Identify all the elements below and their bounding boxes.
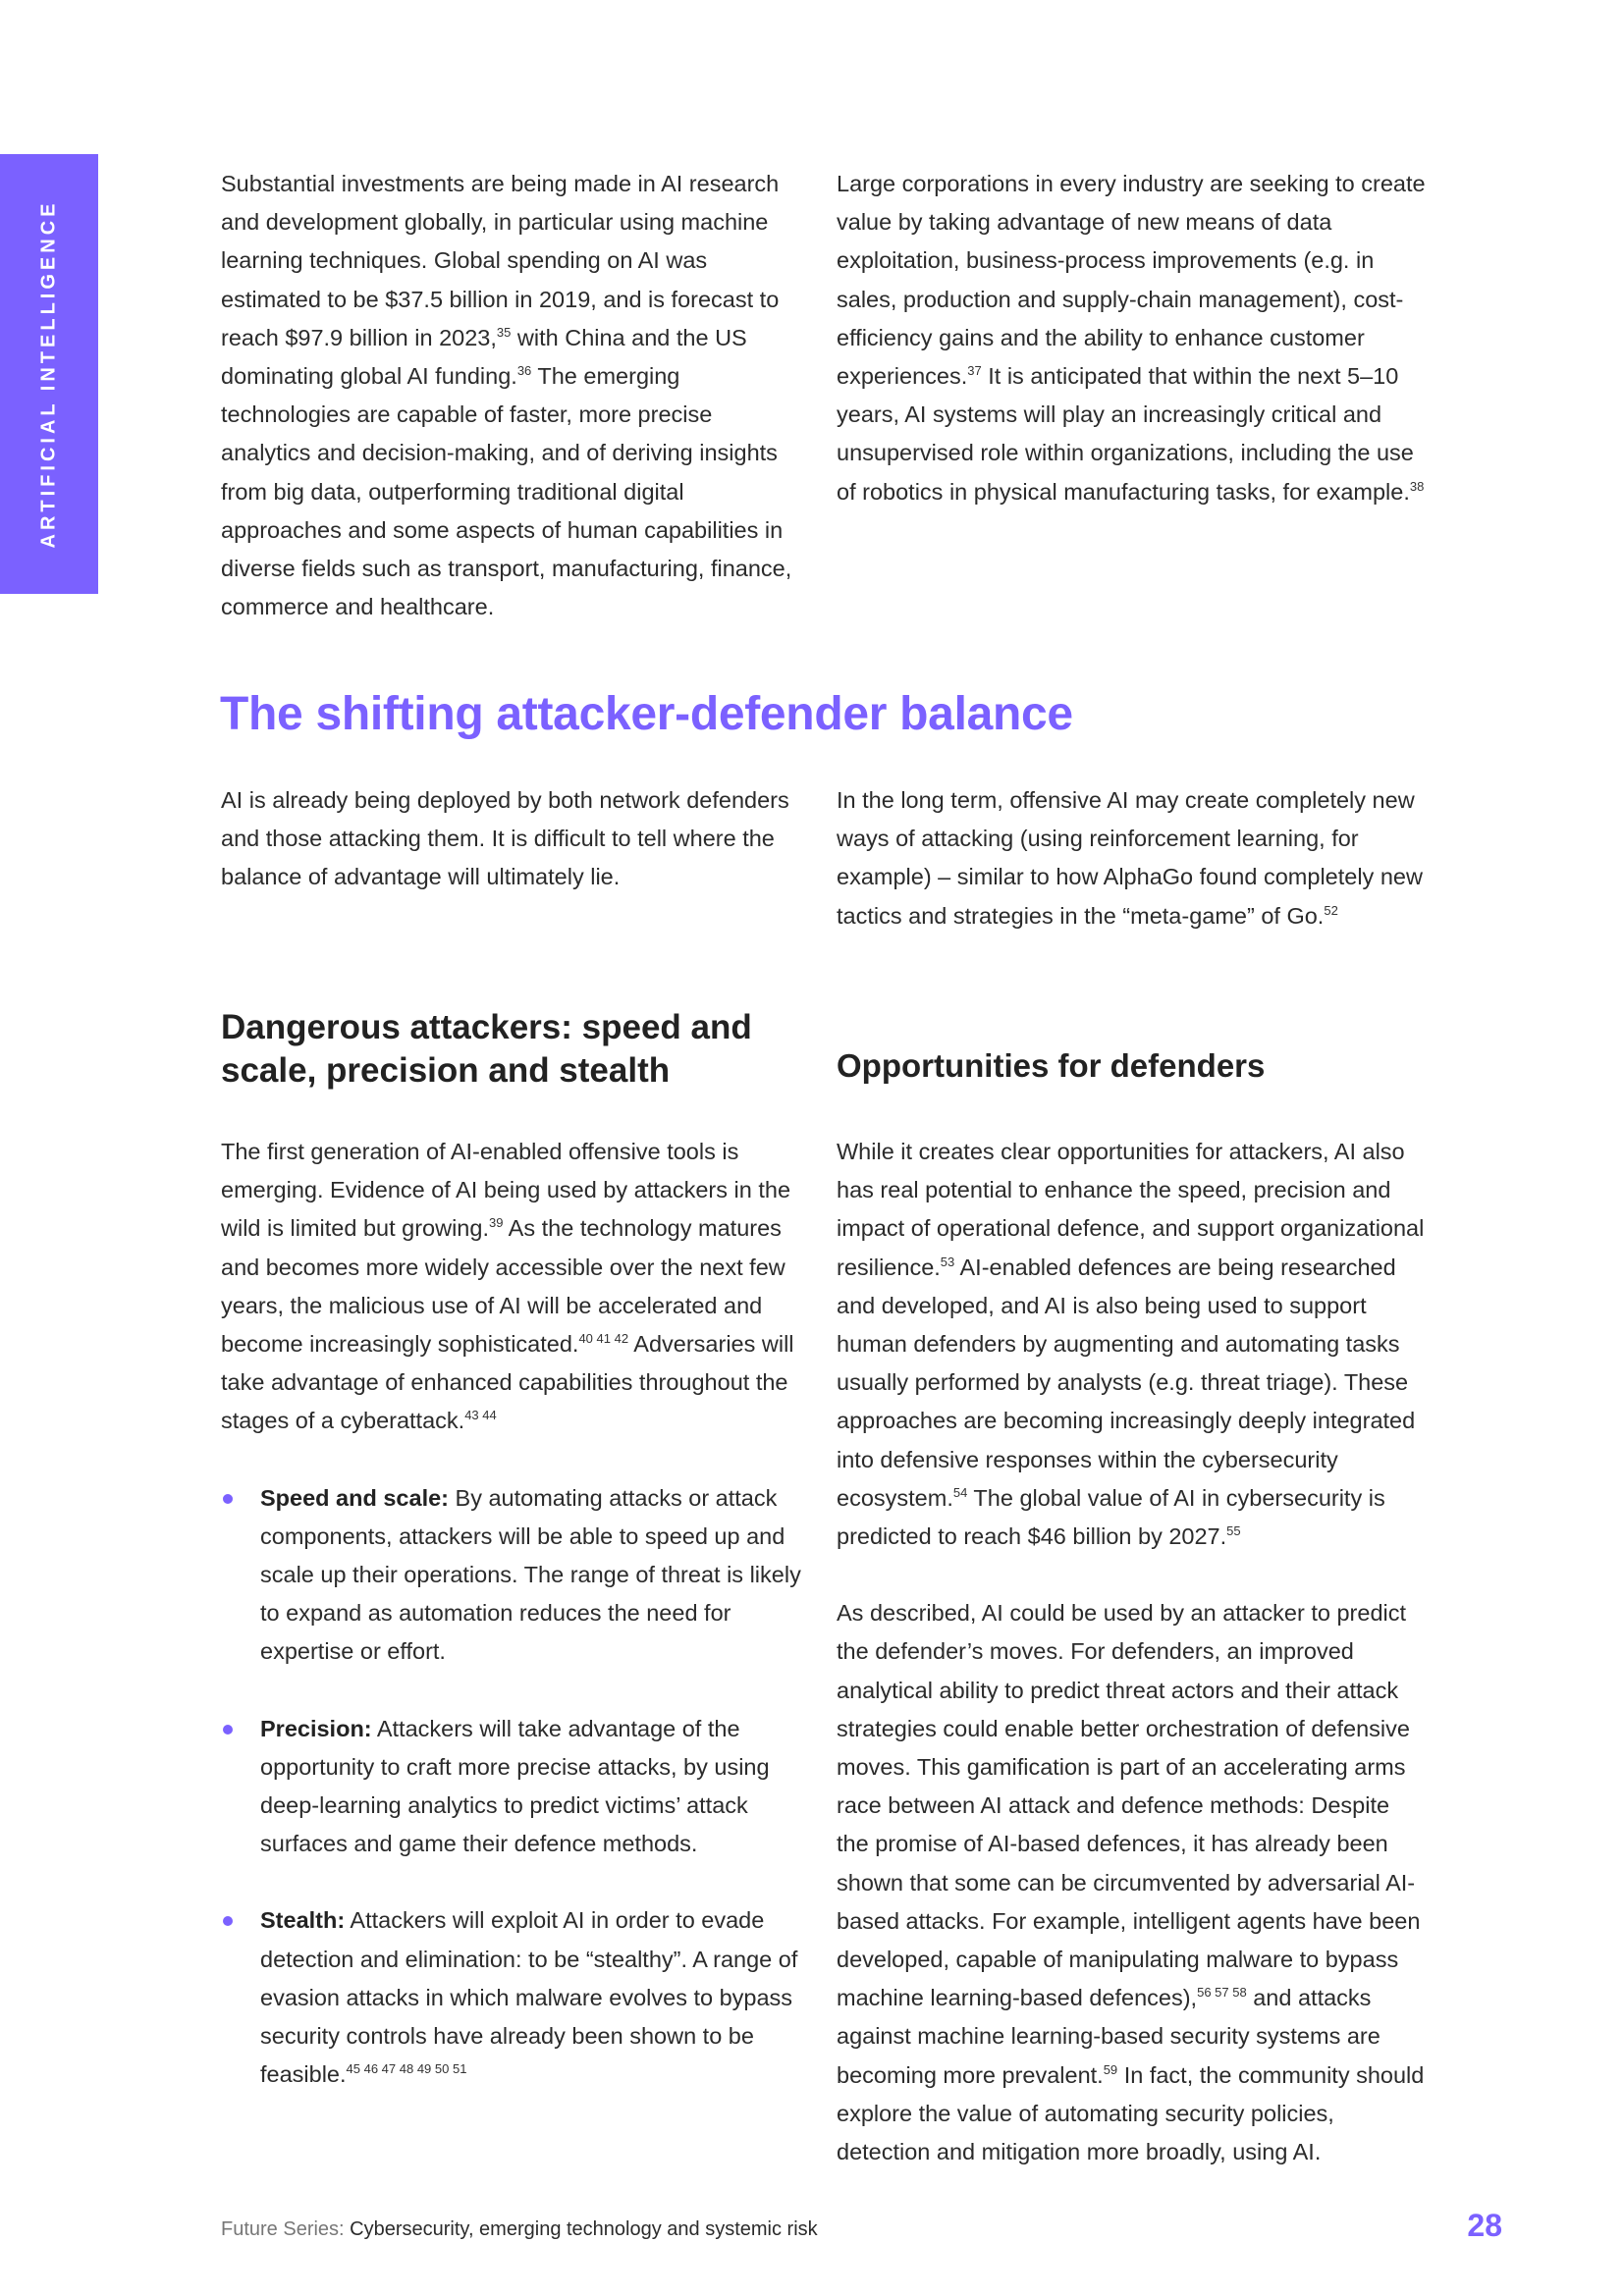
footer-series: Future Series:: [221, 2218, 351, 2240]
text-run: and attacks against machine learning-based security systems are becoming more prevalent.: [837, 1985, 1380, 2088]
page-number: 28: [1467, 2208, 1502, 2243]
side-tab: [0, 154, 98, 594]
footer: [221, 2218, 818, 2241]
text-run: Large corporations in every industry are seeking to create value by taking advantage of new means of data exploitation, business-process improvements (e.g. in sales, production and supply-chain management), cost-efficiency gains and the ability to enhance customer experiences.: [837, 171, 1426, 390]
bullet-dot: [223, 1494, 233, 1504]
text-run: The first generation of AI-enabled offensive tools is emerging. Evidence of AI being used by attackers in the wild is limited but growing.: [221, 1139, 791, 1242]
intro-left-column: [221, 165, 808, 626]
text-run: The global value of AI in cybersecurity is predicted to reach $46 billion by 2027.: [837, 1484, 1385, 1550]
attackers-paragraph: [221, 1133, 808, 1441]
footnote-ref: 56 57 58: [1197, 1985, 1247, 2001]
footnote-ref: 39: [488, 1215, 504, 1231]
text-run: AI-enabled defences are being researched and developed, and AI is also being used to support human defenders by augmenting and automating tasks usually performed by analysts (e.g. threat triage). These approaches are becoming increasingly deeply integrated into defensive responses within the cybersecurity ecosystem.: [837, 1254, 1416, 1511]
footnote-ref: 35: [496, 324, 512, 340]
footnote-ref: 59: [1103, 2061, 1118, 2077]
footnote-ref: 38: [1409, 478, 1425, 494]
defenders-heading: Opportunities for defenders: [837, 1047, 1266, 1084]
section-intro-right-paragraph: [837, 781, 1426, 935]
footer-title: Cybersecurity, emerging technology and systemic risk: [350, 2218, 818, 2240]
bullet-precision: [221, 1710, 808, 1864]
section-intro-right: [837, 781, 1426, 935]
intro-right-column: [837, 165, 1426, 511]
attackers-heading: Dangerous attackers: speed and scale, precision and stealth: [221, 1008, 752, 1090]
text-run: The emerging technologies are capable of faster, more precise analytics and decision-making, and of deriving insights from big data, outperforming traditional digital approaches and some aspects of human capabilities in diverse fields such as transport, manufacturing, finance, commerce and healthcare.: [221, 363, 792, 620]
section-title: The shifting attacker-defender balance: [220, 688, 1073, 740]
bullet-text: Attackers will exploit AI in order to evade detection and elimination: to be “stealthy”. A range of evasion attacks in which malware evolves to bypass security controls have already been shown to be feasible.: [260, 1907, 798, 2088]
text-run: with China and the US dominating global AI funding.: [221, 324, 747, 390]
attackers-column: [221, 1006, 808, 2094]
defenders-paragraph-1: [837, 1133, 1426, 1556]
defenders-paragraph-2: [837, 1594, 1426, 2171]
side-tab-label: ARTIFICIAL INTELLIGENCE: [37, 199, 60, 549]
footnote-ref: 43 44: [464, 1408, 497, 1423]
section-intro-left-paragraph: [221, 781, 808, 897]
footnote-ref: 52: [1324, 902, 1338, 918]
text-run: In the long term, offensive AI may create completely new ways of attacking (using reinforcement learning, for example) – similar to how AlphaGo found completely new tactics and strategies in the “meta-game” of Go.: [837, 787, 1423, 929]
text-run: In fact, the community should explore the value of automating security policies, detection and mitigation more broadly, using AI.: [837, 2061, 1425, 2165]
bullet-label: Stealth:: [260, 1907, 346, 1934]
bullet-label: Precision:: [260, 1715, 372, 1741]
footnote-ref: 37: [967, 363, 982, 379]
section-intro-left: [221, 781, 808, 897]
text-run: It is anticipated that within the next 5–10 years, AI systems will play an increasingly critical and unsupervised role within organizations, including the use of robotics in physical manufacturing tasks, for example.: [837, 363, 1414, 505]
bullet-label: Speed and scale:: [260, 1484, 449, 1511]
footnote-ref: 40 41 42: [578, 1331, 629, 1347]
footnote-ref: 53: [940, 1254, 955, 1269]
text-run: Substantial investments are being made in AI research and development globally, in particular using machine learning techniques. Global spending on AI was estimated to be $37.5 billion in 2019, and is forecast to reach $97.9 billion in 2023,: [221, 171, 780, 350]
bullet-dot: [223, 1725, 233, 1735]
intro-right-paragraph: [837, 165, 1426, 511]
text-run: Adversaries will take advantage of enhanced capabilities throughout the stages of a cyberattack.: [221, 1331, 794, 1434]
bullet-speed-scale: [221, 1479, 808, 1672]
text-run: AI is already being deployed by both network defenders and those attacking them. It is difficult to tell where the balance of advantage will ultimately lie.: [221, 787, 789, 890]
bullet-text: Attackers will take advantage of the opportunity to craft more precise attacks, by using deep-learning analytics to predict victims’ attack surfaces and game their defence methods.: [260, 1715, 770, 1857]
bullet-stealth: [221, 1901, 808, 2094]
footnote-ref: 55: [1226, 1523, 1241, 1539]
text-run: While it creates clear opportunities for attackers, AI also has real potential to enhance the speed, precision and impact of operational defence, and support organizational resilience.: [837, 1139, 1425, 1280]
intro-left-paragraph: [221, 165, 808, 626]
bullet-text: By automating attacks or attack components, attackers will be able to speed up and scale up their operations. The range of threat is likely to expand as automation reduces the need for expertise or effort.: [260, 1484, 801, 1665]
footnote-ref: 36: [516, 363, 532, 379]
attackers-bullet-list: [221, 1479, 808, 2095]
bullet-dot: [223, 1916, 233, 1926]
text-run: As the technology matures and becomes more widely accessible over the next few years, the malicious use of AI will be accelerated and become increasingly sophisticated.: [221, 1215, 785, 1358]
text-run: As described, AI could be used by an attacker to predict the defender’s moves. For defenders, an improved analytical ability to predict threat actors and their attack strategies could enable better orchestration of defensive moves. This gamification is part of an accelerating arms race between AI attack and defence methods: Despite the promise of AI-based defences, it has already been shown that some can be circumvented by adversarial AI-based attacks. For example, intelligent agents have been developed, capable of manipulating malware to bypass machine learning-based defences),: [837, 1600, 1421, 2011]
defenders-column: [837, 1044, 1426, 2171]
bullet-footnote-refs: 45 46 47 48 49 50 51: [346, 2061, 467, 2077]
footnote-ref: 54: [952, 1484, 968, 1500]
